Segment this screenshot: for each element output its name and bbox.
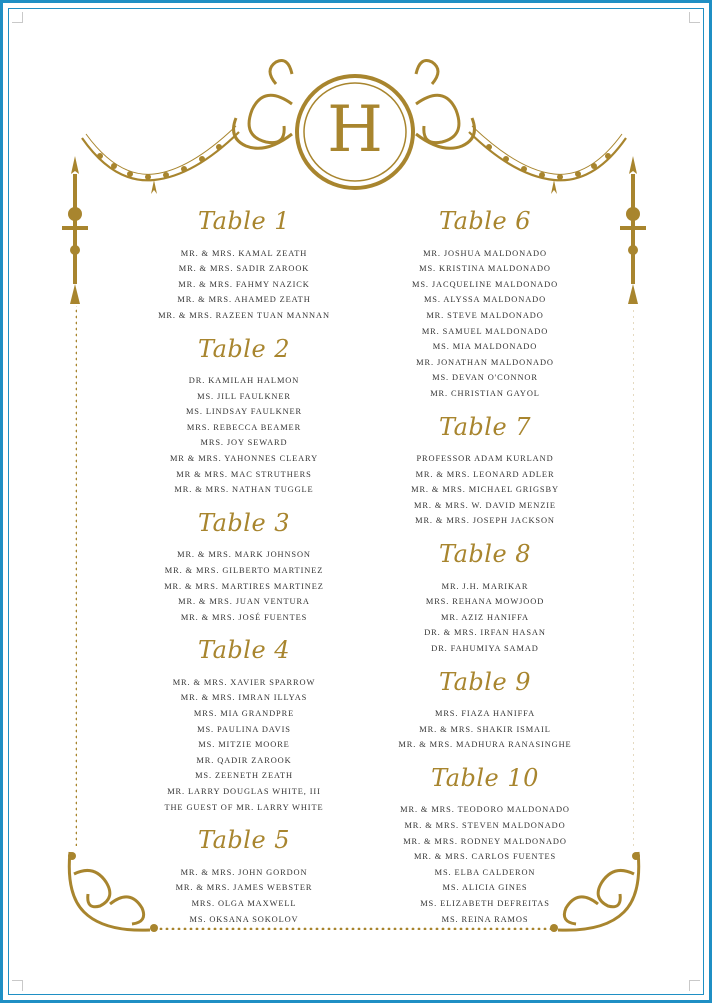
table-heading: Table 2 bbox=[197, 334, 291, 363]
guest-name: MS. ALYSSA MALDONADO bbox=[423, 295, 547, 305]
guest-name: DR. & MRS. IRFAN HASAN bbox=[424, 628, 546, 638]
guest-name: MR. & MRS. W. DAVID MENZIE bbox=[414, 500, 556, 510]
guest-name: MR. & MRS. LEONARD ADLER bbox=[415, 469, 555, 479]
guest-name: MR. & MRS. IMRAN ILLYAS bbox=[180, 693, 308, 703]
guest-name: MR. & MRS. STEVEN MALDONADO bbox=[404, 820, 566, 830]
guest-name: MR. JOSHUA MALDONADO bbox=[423, 248, 547, 258]
guest-name: MR. & MRS. JOSÉ FUENTES bbox=[180, 612, 308, 622]
guest-name: MR. & MRS. AHAMED ZEATH bbox=[177, 295, 311, 305]
guest-name: MR. STEVE MALDONADO bbox=[426, 310, 544, 320]
guest-name: MRS. REBECCA BEAMER bbox=[186, 422, 302, 432]
guest-name: MR. AZIZ HANIFFA bbox=[441, 612, 529, 622]
guest-name: MR. & MRS. TEODORO MALDONADO bbox=[400, 805, 570, 815]
guest-name: MRS. REHANA MOWJOOD bbox=[425, 597, 545, 607]
guest-name: MR. JONATHAN MALDONADO bbox=[416, 357, 554, 367]
guest-name: MS. DEVAN O'CONNOR bbox=[432, 373, 538, 383]
guest-name: MR & MRS. MAC STRUTHERS bbox=[176, 469, 312, 479]
monogram-letter: H bbox=[327, 93, 383, 167]
guest-name: DR. KAMILAH HALMON bbox=[188, 376, 300, 385]
guest-name: MS. PAULINA DAVIS bbox=[197, 724, 291, 734]
guest-name: MS. LINDSAY FAULKNER bbox=[185, 407, 303, 417]
guest-name: MR. & MRS. MICHAEL GRIGSBY bbox=[411, 485, 559, 495]
guest-name: MS. JACQUELINE MALDONADO bbox=[411, 279, 559, 289]
guest-name: MR. & MRS. JAMES WEBSTER bbox=[175, 883, 313, 893]
guest-name: MR. & MRS. JUAN VENTURA bbox=[178, 597, 310, 607]
guest-name: DR. FAHUMIYA SAMAD bbox=[431, 643, 539, 653]
table-heading: Table 7 bbox=[438, 412, 532, 441]
guest-name: MS. ALICIA GINES bbox=[442, 883, 528, 893]
guest-name: MR. & MRS. KAMAL ZEATH bbox=[180, 248, 308, 258]
guest-name: MR. LARRY DOUGLAS WHITE, III bbox=[167, 787, 321, 796]
guest-name: MR. J.H. MARIKAR bbox=[441, 581, 529, 591]
guest-name: MR. & MRS. JOSEPH JACKSON bbox=[415, 516, 555, 526]
guest-name: MRS. MIA GRANDPRE bbox=[193, 709, 295, 718]
guest-name: MS. OKSANA SOKOLOV bbox=[189, 914, 299, 924]
table-heading: Table 6 bbox=[438, 207, 532, 235]
guest-name: MR. CHRISTIAN GAYOL bbox=[430, 388, 540, 398]
guest-name: MRS. FIAZA HANIFFA bbox=[434, 709, 536, 718]
guest-name: PROFESSOR ADAM KURLAND bbox=[416, 454, 554, 463]
guest-name: MR. & MRS. NATHAN TUGGLE bbox=[174, 485, 314, 495]
guest-name: MS. ZEENETH ZEATH bbox=[195, 771, 293, 781]
table-heading: Table 3 bbox=[197, 508, 291, 537]
guest-name: MR. & MRS. GILBERTO MARTINEZ bbox=[164, 565, 324, 575]
guest-name: MR. & MRS. RODNEY MALDONADO bbox=[403, 836, 567, 846]
table-heading: Table 5 bbox=[197, 826, 291, 855]
guest-name: MR. & MRS. SADIR ZAROOK bbox=[178, 264, 310, 274]
guest-name: MS. MIA MALDONADO bbox=[432, 342, 538, 352]
guest-name: MS. ELBA CALDERON bbox=[434, 867, 536, 877]
guest-name: MS. MITZIE MOORE bbox=[198, 740, 290, 750]
guest-name: MR. SAMUEL MALDONADO bbox=[421, 326, 549, 336]
guest-name: THE GUEST OF MR. LARRY WHITE bbox=[164, 802, 324, 812]
guest-name: MRS. JOY SEWARD bbox=[200, 438, 288, 448]
guest-name: MR. & MRS. CARLOS FUENTES bbox=[413, 852, 557, 862]
table-heading: Table 1 bbox=[197, 207, 291, 235]
guest-name: MR. & MRS. FAHMY NAZICK bbox=[178, 279, 310, 289]
guest-name: MS. ELIZABETH DEFREITAS bbox=[420, 898, 550, 908]
seating-chart-page bbox=[14, 14, 698, 989]
guest-name: MR. & MRS. XAVIER SPARROW bbox=[172, 677, 316, 687]
guest-name: MS. REINA RAMOS bbox=[441, 914, 529, 924]
guest-name: MR. & MRS. MARTIRES MARTINEZ bbox=[164, 581, 324, 591]
table-heading: Table 10 bbox=[431, 763, 539, 792]
table-heading: Table 8 bbox=[438, 540, 532, 568]
guest-name: MR. & MRS. MARK JOHNSON bbox=[177, 550, 311, 560]
guest-name: MRS. OLGA MAXWELL bbox=[191, 898, 297, 908]
guest-name: MR. & MRS. SHAKIR ISMAIL bbox=[419, 724, 551, 734]
guest-name: MR. QADIR ZAROOK bbox=[196, 755, 292, 765]
guest-name: MR & MRS. YAHONNES CLEARY bbox=[169, 454, 319, 463]
guest-name: MR. & MRS. RAZEEN TUAN MANNAN bbox=[158, 310, 330, 320]
guest-name: MR. & MRS. JOHN GORDON bbox=[180, 867, 308, 877]
guest-name: MS. JILL FAULKNER bbox=[197, 391, 291, 401]
table-heading: Table 9 bbox=[438, 667, 532, 696]
guest-name: MS. KRISTINA MALDONADO bbox=[419, 264, 551, 274]
table-heading: Table 4 bbox=[197, 636, 291, 665]
guest-name: MR. & MRS. MADHURA RANASINGHE bbox=[398, 740, 572, 750]
